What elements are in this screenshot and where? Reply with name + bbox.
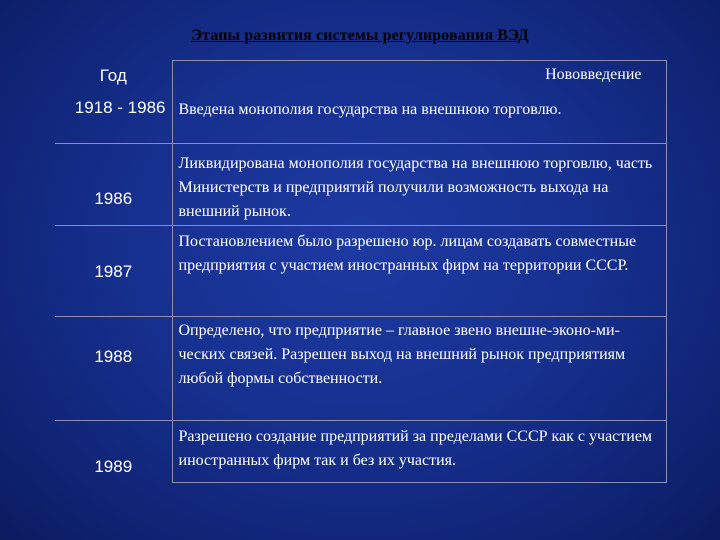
innovation-cell <box>172 317 666 421</box>
year-value: 1989 <box>94 457 133 476</box>
year-value: 1986 <box>94 189 133 208</box>
year-cell <box>55 94 172 144</box>
innovation-text: Определено, что предприятие – главное звено внешне-эконо-ми-ческих связей. Разрешен выход на внешний рынок предприятиям любой формы собственности. <box>178 322 626 387</box>
year-header-cell <box>55 61 172 94</box>
innovation-cell <box>172 421 666 483</box>
year-cell <box>55 144 172 226</box>
table-row <box>55 94 666 144</box>
slide-title: Этапы развития системы регулирования ВЭД <box>191 27 529 44</box>
innovation-cell <box>172 144 666 226</box>
innovation-header-cell <box>172 61 666 94</box>
table-row <box>55 317 666 421</box>
year-cell <box>55 421 172 483</box>
table-row <box>55 421 666 483</box>
year-cell <box>55 317 172 421</box>
innovation-column-header: Нововведение <box>545 66 642 83</box>
table-row <box>55 226 666 317</box>
innovation-cell <box>172 94 666 144</box>
year-value: 1988 <box>94 347 133 366</box>
table-row <box>55 144 666 226</box>
innovation-text: Ликвидирована монополия государства на внешнюю торговлю, часть Министерств и предприятий получили возможность выхода на внешний рынок. <box>178 155 653 220</box>
innovation-text: Введена монополия государства на внешнюю торговлю. <box>178 100 562 118</box>
table-header-row <box>55 61 666 94</box>
innovation-text: Постановлением было разрешено юр. лицам создавать совместные предприятия с участием иностранных фирм на территории СССР. <box>178 233 637 274</box>
year-value: 1918 - 1986 <box>74 97 166 117</box>
year-value: 1987 <box>94 262 133 281</box>
reform-stages-table <box>55 60 667 483</box>
innovation-cell <box>172 226 666 317</box>
innovation-text: Разрешено создание предприятий за пределами СССР как с участием иностранных фирм так и без их участия. <box>178 428 653 469</box>
year-cell <box>55 226 172 317</box>
year-column-header: Год <box>99 65 127 85</box>
